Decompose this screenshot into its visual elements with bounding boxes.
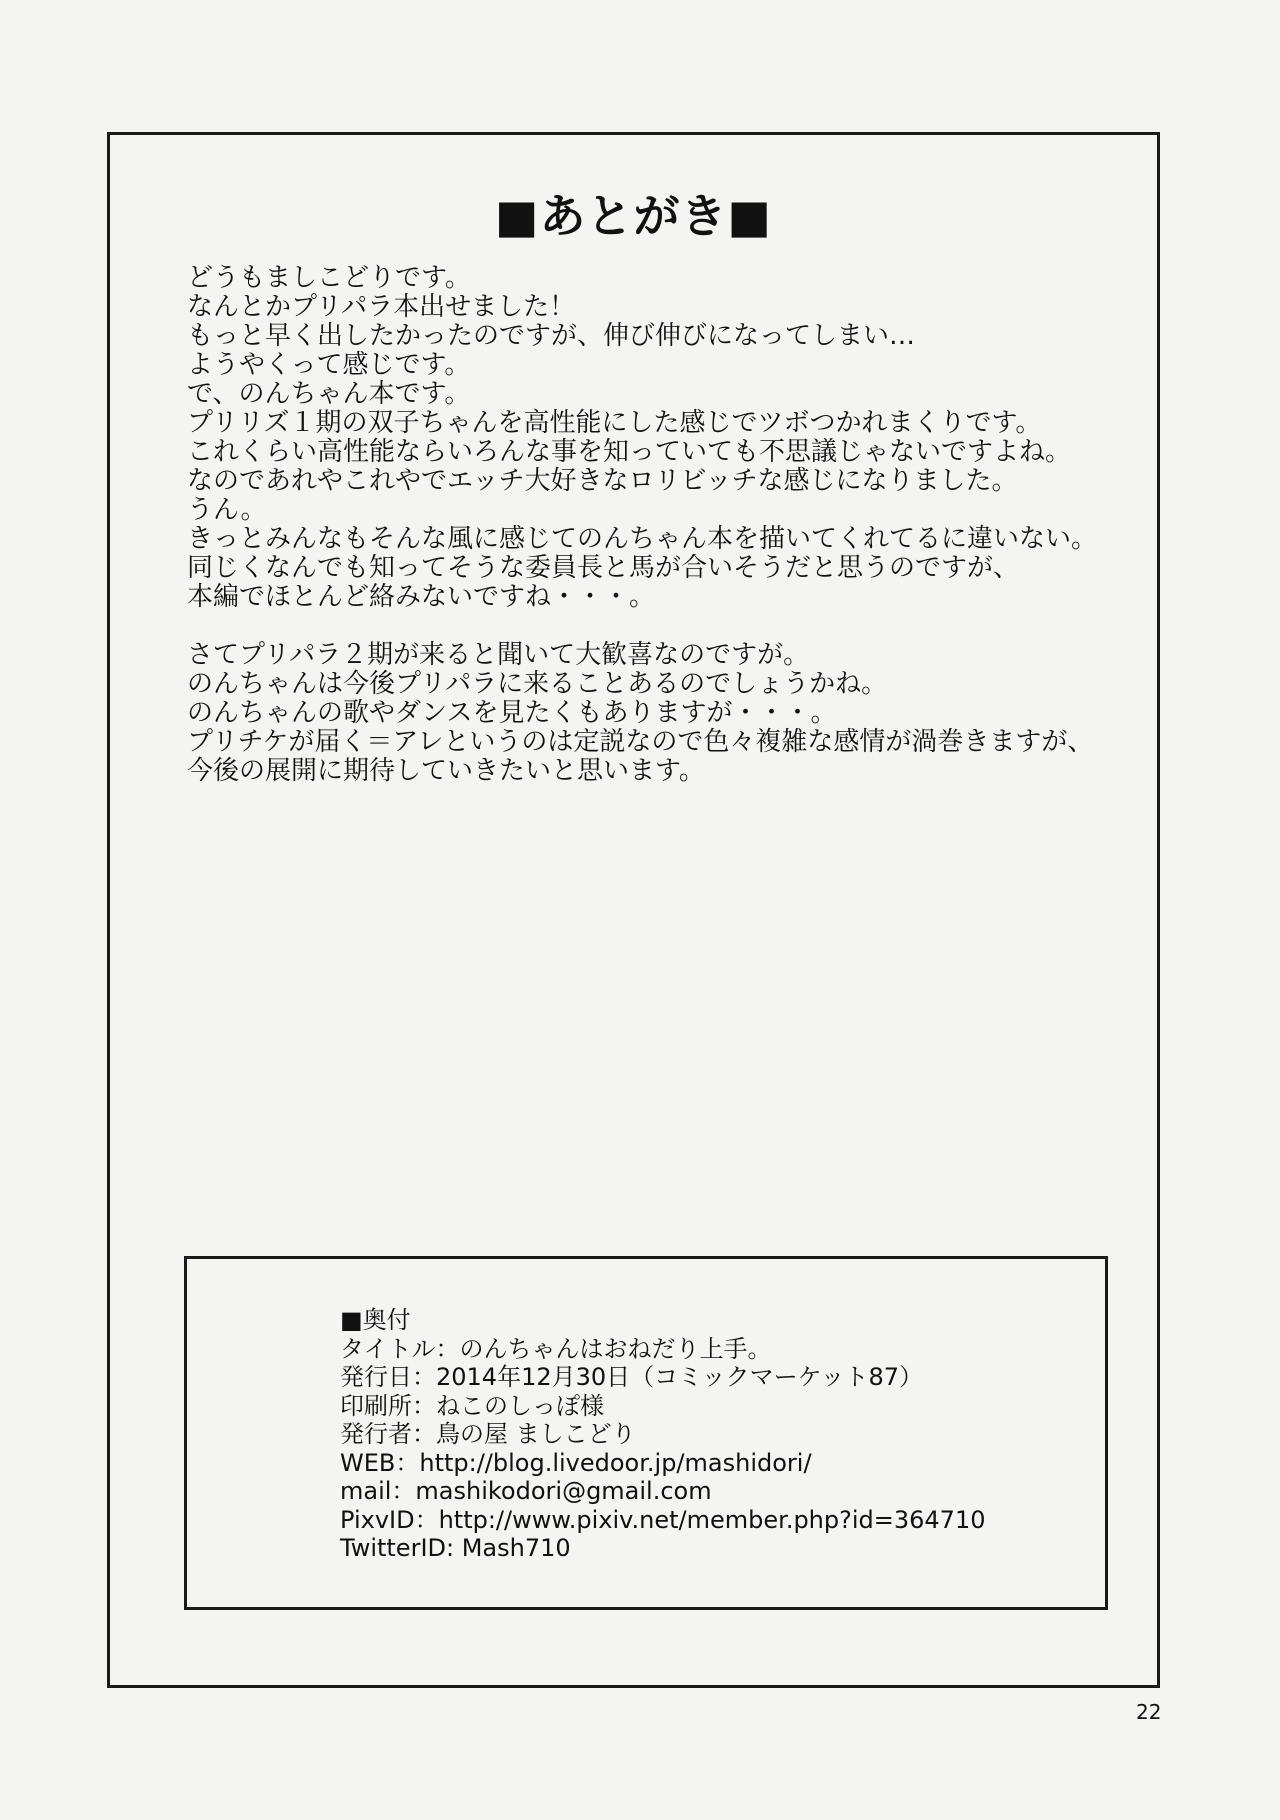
body-line: どうもましこどりです。: [187, 263, 471, 293]
body-line: 本編でほとんど絡みないですね・・・。: [187, 582, 656, 612]
colophon: [340, 1306, 986, 1563]
body-blank-line: [187, 612, 1147, 641]
body-line: プリリズ１期の双子ちゃんを高性能にした感じでツボつかれまくりです。: [187, 408, 1042, 438]
body-line: なんとかプリパラ本出せました！: [187, 292, 576, 322]
body-line: きっとみんなもそんな風に感じてのんちゃん本を描いてくれてるに違いない。: [187, 524, 1098, 554]
body-line: なのであれやこれやでエッチ大好きなロリビッチな感じになりました。: [187, 466, 1018, 496]
colophon-publisher-row: 発行者：鳥の屋 ましこどり: [340, 1420, 636, 1448]
colophon-twitter-row: TwitterID: Mash710: [340, 1534, 571, 1562]
body-line: うん。: [187, 495, 267, 525]
colophon-printer-row: 印刷所：ねこのしっぽ様: [340, 1391, 604, 1420]
body-line: で、のんちゃん本です。: [187, 379, 471, 409]
body-line: もっと早く出したかったのですが、伸び伸びになってしまい…: [187, 321, 916, 351]
colophon-title-row: タイトル：のんちゃんはおねだり上手。: [340, 1334, 772, 1363]
body-line: のんちゃんは今後プリパラに来ることあるのでしょうかね。: [187, 669, 888, 699]
body-line: プリチケが届く＝アレというのは定説なので色々複雑な感情が渦巻きますが、: [187, 727, 1094, 757]
afterword-body: [187, 264, 1147, 786]
body-line: さてプリパラ２期が来ると聞いて大歓喜なのですが。: [187, 640, 810, 670]
colophon-web-row: WEB：http://blog.livedoor.jp/mashidori/: [340, 1448, 812, 1477]
colophon-mail-row: mail：mashikodori@gmail.com: [340, 1477, 712, 1505]
body-line: ようやくって感じです。: [187, 350, 471, 380]
page-number: 22: [1136, 1700, 1162, 1724]
body-line: のんちゃんの歌やダンスを見たくもありますが・・・。: [187, 698, 837, 728]
colophon-pixiv-row: PixvID：http://www.pixiv.net/member.php?id=364710: [340, 1505, 986, 1534]
body-line: 同じくなんでも知ってそうな委員長と馬が合いそうだと思うのですが、: [187, 553, 1020, 583]
body-line: 今後の展開に期待していきたいと思います。: [187, 756, 705, 786]
colophon-date-row: 発行日：2014年12月30日（コミックマーケット87）: [340, 1363, 924, 1391]
body-line: これくらい高性能ならいろんな事を知っていても不思議じゃないですよね。: [187, 437, 1072, 467]
colophon-heading: ■奥付: [340, 1306, 411, 1334]
afterword-title: ■あとがき■: [495, 189, 772, 243]
